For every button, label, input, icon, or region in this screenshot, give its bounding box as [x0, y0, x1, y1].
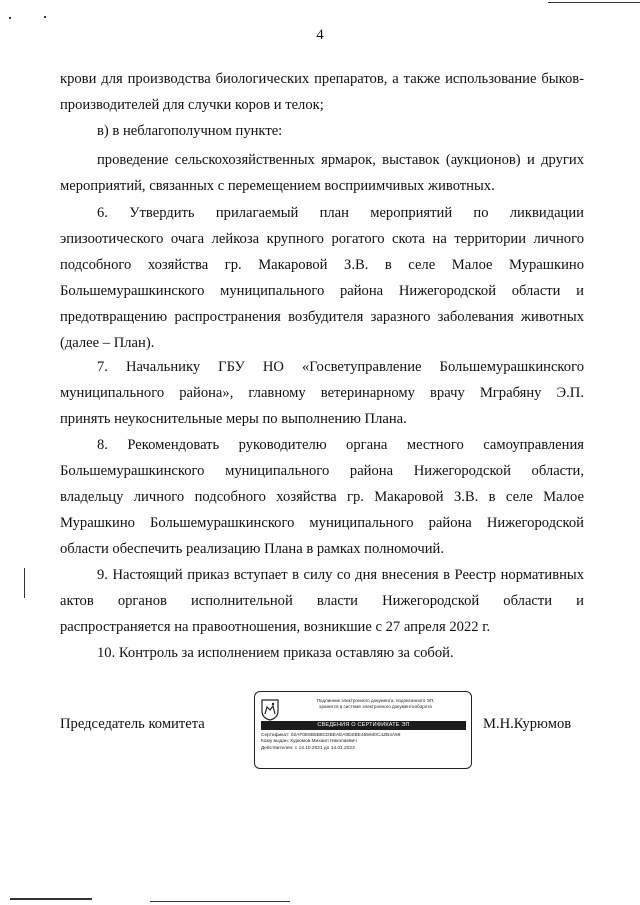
text-line: эпизоотического очага лейкоза крупного рогатого скота на территории личного [60, 231, 584, 247]
paragraph-4 [60, 200, 584, 356]
text-line: 7. Начальнику ГБУ НО «Госветуправление Большемурашкинского [97, 359, 584, 375]
text-line: Большемурашкинского муниципального района Нижегородской области и [60, 283, 584, 299]
paragraph-1-end [60, 92, 584, 118]
paragraph-6 [60, 432, 584, 562]
text-line: 9. Настоящий приказ вступает в силу со дня внесения в Реестр нормативных [97, 567, 584, 583]
text-line: производителей для случки коров и телок; [60, 97, 324, 113]
stamp-details [261, 733, 467, 752]
paragraph-1 [60, 66, 584, 92]
text-line: владельцу личного подсобного хозяйства гр. Макаровой З.В. в селе Малое [60, 489, 584, 505]
text-line: 8. Рекомендовать руководителю органа местного самоуправления [97, 437, 584, 453]
text-line: 6. Утвердить прилагаемый план мероприятий по ликвидации [97, 205, 584, 221]
text-line: муниципального района», главному ветеринарному врачу Мграбяну Э.П. [60, 385, 584, 401]
stamp-validity: Действителен: с 14.10.2021 до 14.01.2023 [261, 745, 355, 751]
stamp-title: СВЕДЕНИЯ О СЕРТИФИКАТЕ ЭП [261, 721, 466, 730]
text-line: (далее – План). [60, 335, 155, 351]
electronic-signature-stamp [254, 691, 472, 769]
stamp-header [283, 698, 468, 710]
paragraph-3-end: мероприятий, связанных с перемещением восприимчивых животных. [60, 178, 495, 194]
stamp-certificate: Сертификат: 02AF0E6B5B8CDBEAEA0EEBE455940C4ZB4A59 [261, 733, 401, 738]
paragraph-2: в) в неблагополучном пункте: [97, 123, 283, 139]
text-line: принять неукоснительные меры по выполнению Плана. [60, 411, 407, 427]
text-line: крови для производства биологических препаратов, а также использование быков- [60, 71, 584, 87]
paragraph-5 [60, 354, 584, 432]
scan-mark [548, 2, 640, 3]
text-line: предотвращению распространения возбудителя заразного заболевания животных [60, 309, 584, 325]
page-number: 4 [316, 27, 324, 43]
paragraph-3: проведение сельскохозяйственных ярмарок, выставок (аукционов) и других [97, 152, 584, 168]
text-line: Мурашкино Большемурашкинского муниципального района Нижегородской [60, 515, 584, 531]
paragraph-8: 10. Контроль за исполнением приказа оставляю за собой. [97, 645, 454, 661]
scan-mark [150, 901, 290, 902]
scan-mark [44, 16, 46, 18]
coat-of-arms-icon [261, 699, 279, 721]
signature-position: Председатель комитета [60, 716, 205, 732]
text-line: распространяется на правоотношения, возникшие с 27 апреля 2022 г. [60, 619, 491, 635]
text-line: подсобного хозяйства гр. Макаровой З.В. в селе Малое Мурашкино [60, 257, 584, 273]
stamp-issued-to: Кому выдан: Курюмов Михаил Николаевич [261, 739, 357, 745]
stamp-header-line: хранится в системе электронного документооборота [319, 704, 432, 709]
scan-mark [9, 17, 11, 19]
text-line: области обеспечить реализацию Плана в рамках полномочий. [60, 541, 444, 557]
signature-name: М.Н.Курюмов [483, 716, 572, 732]
scan-mark [10, 898, 92, 900]
stamp-header-line: Подлинник электронного документа, подписанного ЭП, [316, 698, 435, 703]
text-line: актов органов исполнительной власти Нижегородской области и [60, 593, 584, 609]
paragraph-7 [60, 562, 584, 640]
text-line: Большемурашкинского муниципального района Нижегородской области, [60, 463, 584, 479]
scan-mark [24, 568, 25, 598]
